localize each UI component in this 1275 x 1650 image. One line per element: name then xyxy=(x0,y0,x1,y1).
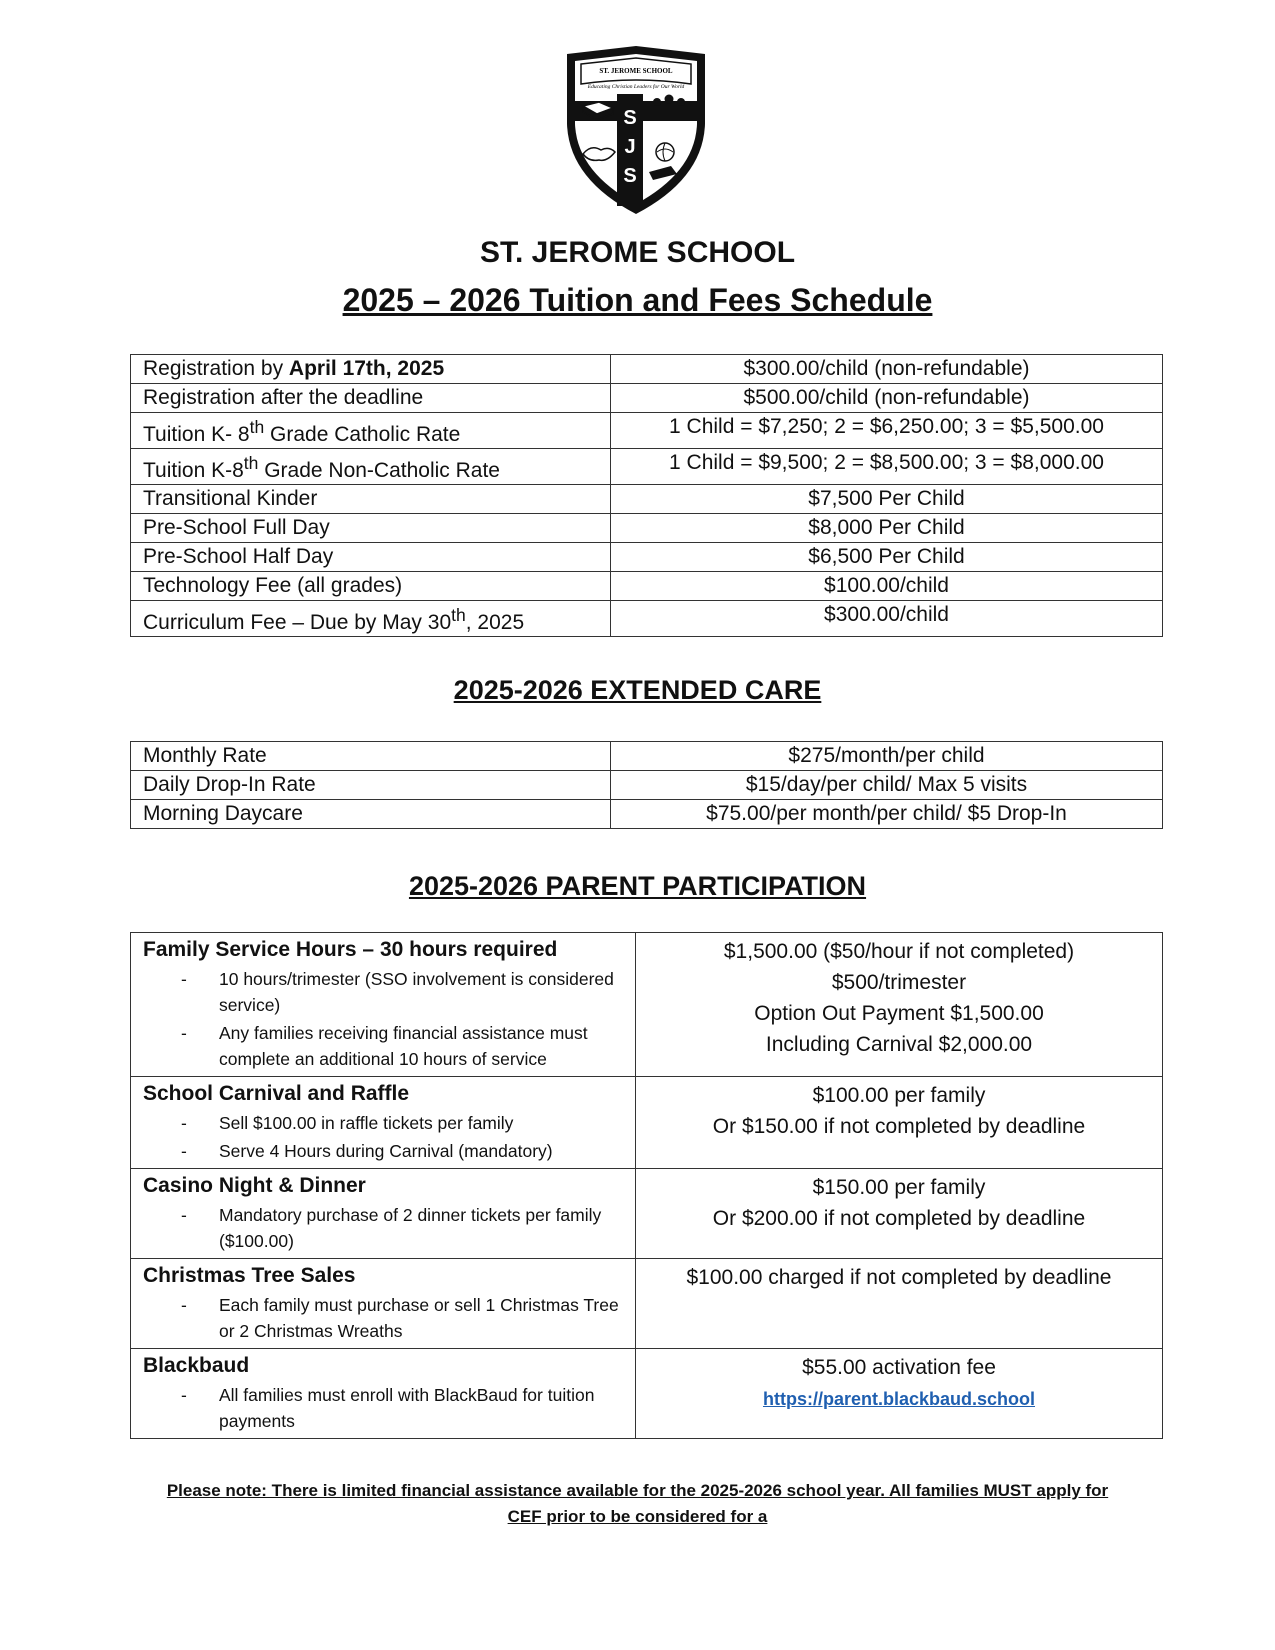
extended-care-table xyxy=(130,741,1163,829)
fee-label: Registration after the deadline xyxy=(131,384,611,413)
cost-line: $1,500.00 ($50/hour if not completed) xyxy=(723,940,1075,963)
table-row xyxy=(131,1077,1163,1169)
cost-cell xyxy=(636,1349,1163,1439)
activity-cell xyxy=(131,933,636,1077)
table-row xyxy=(131,449,1163,485)
activity-cell xyxy=(131,1169,636,1259)
table-row xyxy=(131,485,1163,514)
tuition-fees-table xyxy=(130,354,1163,637)
care-label: Morning Daycare xyxy=(131,800,611,829)
school-name: ST. JEROME SCHOOL xyxy=(479,236,796,269)
table-row xyxy=(131,771,1163,800)
extended-care-title: 2025-2026 EXTENDED CARE xyxy=(453,675,822,705)
fee-label: Technology Fee (all grades) xyxy=(131,572,611,601)
crest-motto-text: Educating Christian Leaders for Our World xyxy=(587,84,685,90)
crest-initial-s1: S xyxy=(623,107,637,129)
cost-cell xyxy=(636,1259,1163,1349)
fee-value: 1 Child = $7,250; 2 = $6,250.00; 3 = $5,500.00 xyxy=(611,413,1163,449)
care-label: Daily Drop-In Rate xyxy=(131,771,611,800)
activity-title: Casino Night & Dinner xyxy=(143,1174,366,1197)
fee-label: Tuition K-8th Grade Non-Catholic Rate xyxy=(131,449,611,485)
table-row xyxy=(131,413,1163,449)
activity-title: Blackbaud xyxy=(143,1354,250,1377)
fee-value: $8,000 Per Child xyxy=(611,514,1163,543)
fee-value: 1 Child = $9,500; 2 = $8,500.00; 3 = $8,000.00 xyxy=(611,449,1163,485)
activity-cell xyxy=(131,1077,636,1169)
table-row xyxy=(131,800,1163,829)
list-item: - Each family must purchase or sell 1 Christmas Tree or 2 Christmas Wreaths xyxy=(181,1292,623,1344)
list-item: - Sell $100.00 in raffle tickets per family xyxy=(181,1110,623,1136)
list-item: - Serve 4 Hours during Carnival (mandatory) xyxy=(181,1138,623,1164)
care-value: $15/day/per child/ Max 5 visits xyxy=(611,771,1163,800)
fee-value: $100.00/child xyxy=(611,572,1163,601)
fee-label: Pre-School Half Day xyxy=(131,543,611,572)
cost-line: Option Out Payment $1,500.00 xyxy=(754,1002,1044,1025)
table-row xyxy=(131,1259,1163,1349)
table-row xyxy=(131,514,1163,543)
list-item: - 10 hours/trimester (SSO involvement is considered service) xyxy=(181,966,623,1018)
activity-cell xyxy=(131,1259,636,1349)
blackbaud-link[interactable]: https://parent.blackbaud.school xyxy=(762,1389,1036,1409)
list-item: - Any families receiving financial assistance must complete an additional 10 hours of service xyxy=(181,1020,623,1072)
cost-cell xyxy=(636,1169,1163,1259)
parent-participation-title: 2025-2026 PARENT PARTICIPATION xyxy=(408,871,867,901)
cost-line: Or $200.00 if not completed by deadline xyxy=(712,1207,1086,1230)
crest-banner-text: ST. JEROME SCHOOL xyxy=(599,67,673,75)
financial-assistance-note: Please note: There is limited financial assistance available for the 2025-2026 school year. All families MUST apply for CEF prior to be considered for a xyxy=(166,1481,1109,1526)
care-value: $75.00/per month/per child/ $5 Drop-In xyxy=(611,800,1163,829)
cost-cell xyxy=(636,933,1163,1077)
table-row xyxy=(131,384,1163,413)
table-row xyxy=(131,355,1163,384)
cost-line: $55.00 activation fee xyxy=(802,1356,996,1379)
crest-family-icon xyxy=(653,95,685,121)
fee-label: Tuition K- 8th Grade Catholic Rate xyxy=(131,413,611,449)
activity-cell xyxy=(131,1349,636,1439)
list-item: - All families must enroll with BlackBaud for tuition payments xyxy=(181,1382,623,1434)
fee-label: Pre-School Full Day xyxy=(131,514,611,543)
table-row xyxy=(131,1349,1163,1439)
cost-line: $100.00 per family xyxy=(812,1084,986,1107)
fee-value: $500.00/child (non-refundable) xyxy=(611,384,1163,413)
cost-line: $150.00 per family xyxy=(812,1176,986,1199)
fee-label: Curriculum Fee – Due by May 30th, 2025 xyxy=(131,601,611,637)
activity-title: Christmas Tree Sales xyxy=(143,1264,356,1287)
fee-value: $7,500 Per Child xyxy=(611,485,1163,514)
fee-label: Registration by April 17th, 2025 xyxy=(131,355,611,384)
crest-initial-j: J xyxy=(624,136,636,158)
cost-line: $500/trimester xyxy=(831,971,967,994)
fee-label: Transitional Kinder xyxy=(131,485,611,514)
care-label: Monthly Rate xyxy=(131,742,611,771)
table-row xyxy=(131,601,1163,637)
care-value: $275/month/per child xyxy=(611,742,1163,771)
cost-line: $100.00 charged if not completed by deadline xyxy=(686,1266,1112,1289)
cost-cell xyxy=(636,1077,1163,1169)
table-row xyxy=(131,742,1163,771)
fee-value: $6,500 Per Child xyxy=(611,543,1163,572)
crest-initial-s2: S xyxy=(623,165,637,187)
schedule-title: 2025 – 2026 Tuition and Fees Schedule xyxy=(342,282,933,318)
table-row xyxy=(131,572,1163,601)
parent-participation-table xyxy=(130,932,1163,1439)
cost-line: Including Carnival $2,000.00 xyxy=(765,1033,1033,1056)
activity-title: School Carnival and Raffle xyxy=(143,1082,410,1105)
school-crest-logo xyxy=(561,44,711,216)
table-row xyxy=(131,933,1163,1077)
table-row xyxy=(131,543,1163,572)
list-item: - Mandatory purchase of 2 dinner tickets per family ($100.00) xyxy=(181,1202,623,1254)
activity-title: Family Service Hours – 30 hours required xyxy=(143,938,558,961)
fee-value: $300.00/child xyxy=(611,601,1163,637)
fee-value: $300.00/child (non-refundable) xyxy=(611,355,1163,384)
cost-line: Or $150.00 if not completed by deadline xyxy=(712,1115,1086,1138)
table-row xyxy=(131,1169,1163,1259)
